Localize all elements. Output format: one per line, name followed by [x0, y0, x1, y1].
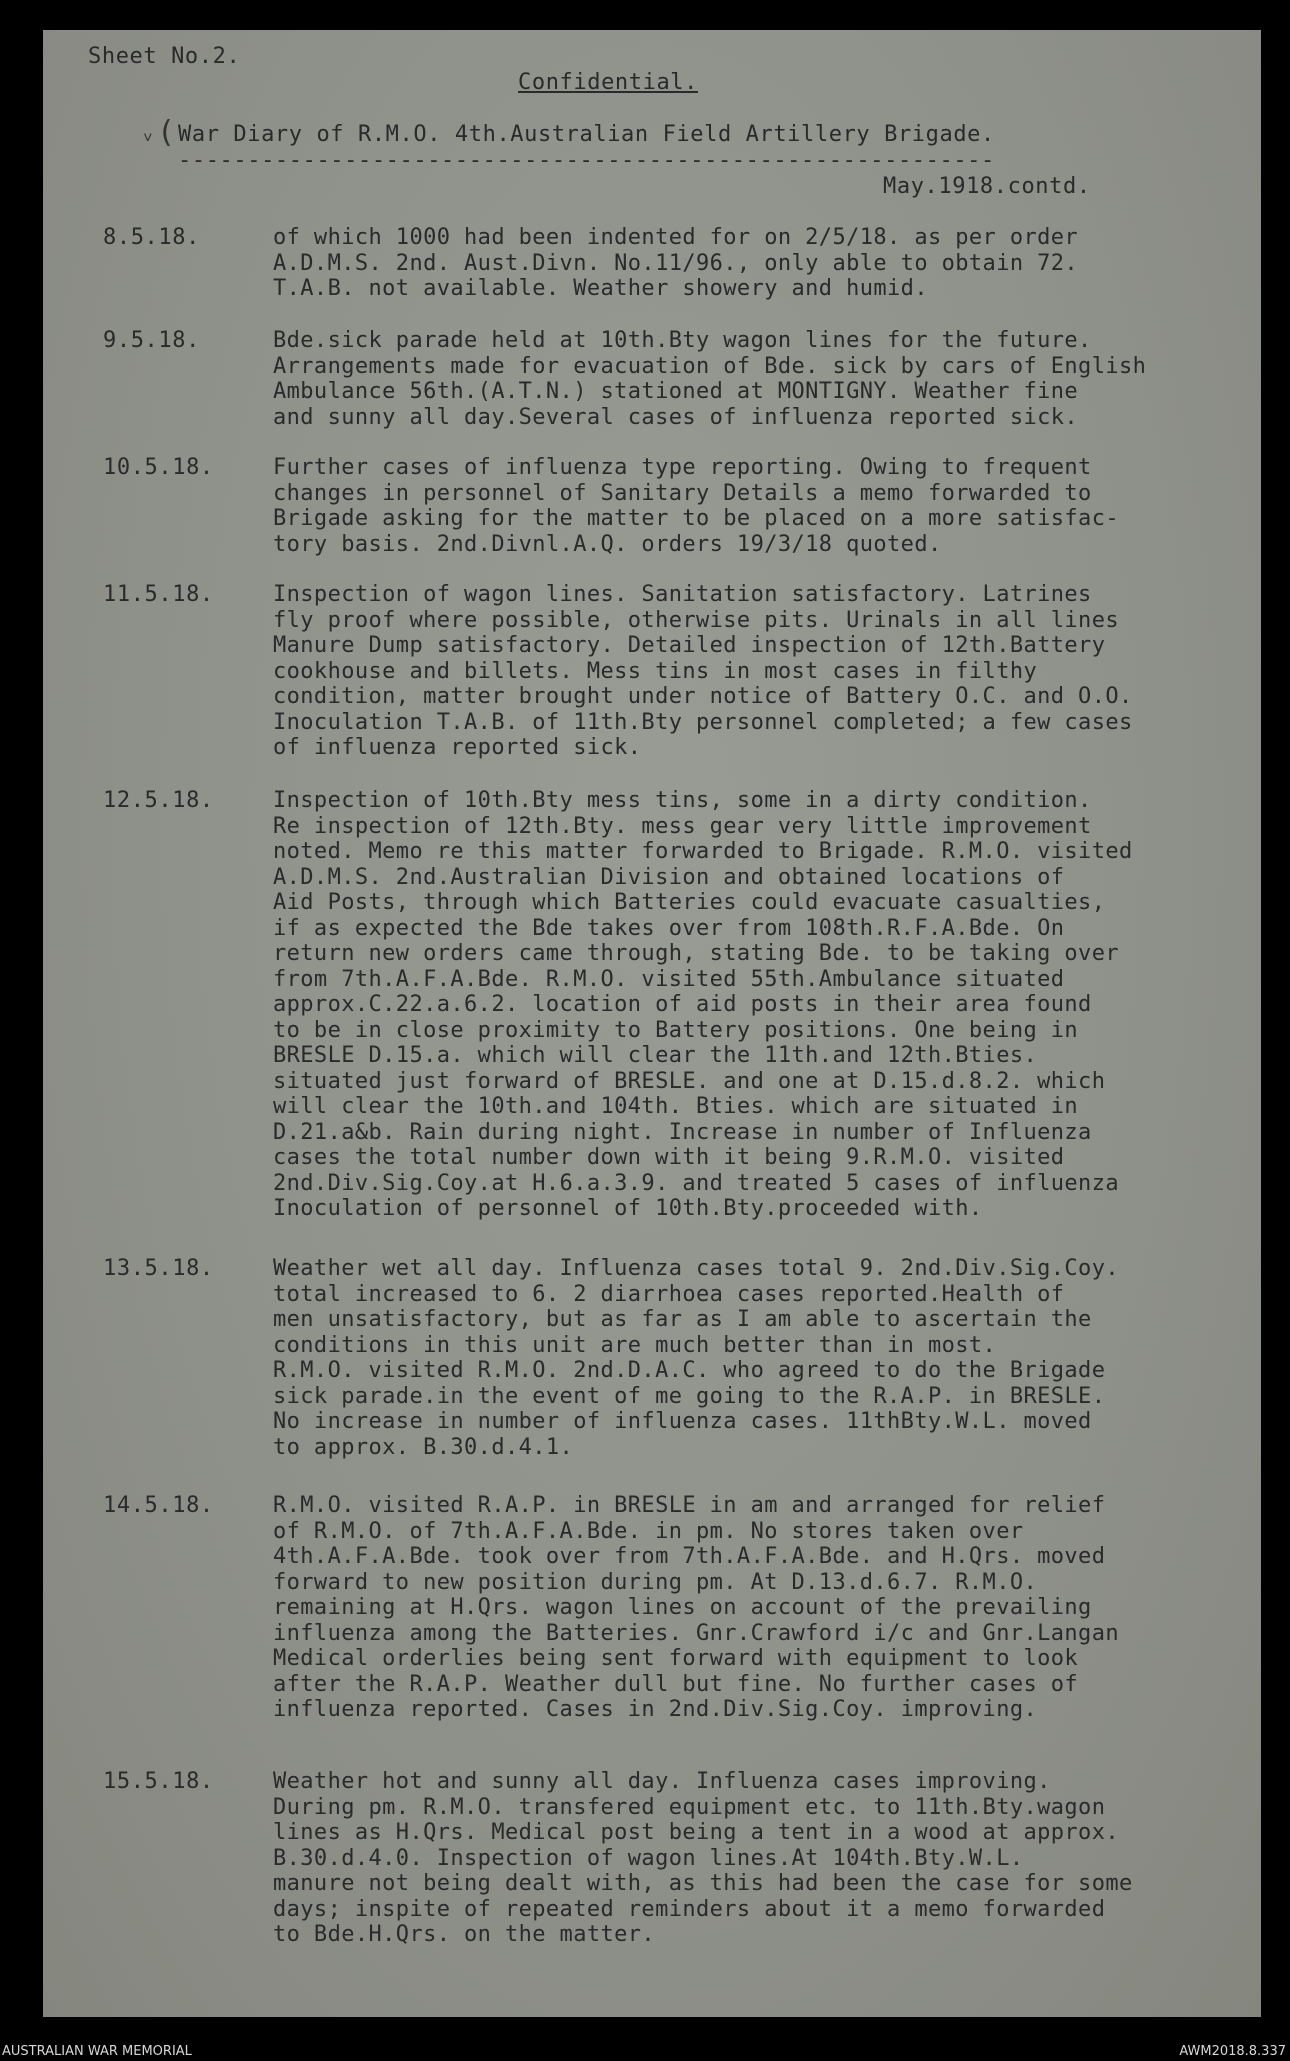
entry-line: No increase in number of influenza cases. 11thBty.W.L. moved	[273, 1409, 1092, 1434]
archive-reference: AWM2018.8.337	[1179, 2044, 1286, 2059]
entry-line: R.M.O. visited R.A.P. in BRESLE in am and arranged for relief	[273, 1493, 1106, 1518]
entry-date: 8.5.18.	[103, 225, 200, 250]
entry-line: Aid Posts, through which Batteries could evacuate casualties,	[273, 890, 1106, 915]
entry-line: and sunny all day.Several cases of influenza reported sick.	[273, 404, 1079, 430]
entry-text	[273, 1256, 1119, 1460]
entry-line: after the R.A.P. Weather dull but fine. No further cases of	[273, 1671, 1079, 1697]
entry-date: 9.5.18.	[103, 328, 200, 353]
entry-line: approx.C.22.a.6.2. location of aid posts in their area found	[273, 992, 1092, 1017]
entry-line: to be in close proximity to Battery positions. One being in	[273, 1017, 1079, 1043]
entry-line: influenza reported. Cases in 2nd.Div.Sig.Coy. improving.	[273, 1697, 1038, 1722]
entry-line: Inoculation T.A.B. of 11th.Bty personnel completed; a few cases	[273, 709, 1133, 735]
entry-line: remaining at H.Qrs. wagon lines on account of the prevailing	[273, 1595, 1092, 1620]
entry-line: A.D.M.S. 2nd. Aust.Divn. No.11/96., only able to obtain 72.	[273, 250, 1079, 276]
entry-line: Manure Dump satisfactory. Detailed inspection of 12th.Battery	[273, 633, 1106, 658]
entry-line: lines as H.Qrs. Medical post being a tent in a wood at approx.	[273, 1820, 1119, 1845]
archive-credit: AUSTRALIAN WAR MEMORIAL	[2, 2044, 192, 2059]
entry-line: Bde.sick parade held at 10th.Bty wagon lines for the future.	[273, 328, 1092, 353]
entry-text	[273, 1493, 1119, 1723]
entry-line: Weather hot and sunny all day. Influenza cases improving.	[273, 1769, 1051, 1794]
entry-line: if as expected the Bde takes over from 108th.R.F.A.Bde. On	[273, 915, 1065, 941]
entry-line: fly proof where possible, otherwise pits. Urinals in all lines	[273, 607, 1119, 633]
entry-line: total increased to 6. 2 diarrhoea cases reported.Health of	[273, 1281, 1065, 1307]
diary-title: War Diary of R.M.O. 4th.Australian Field Artillery Brigade.	[178, 122, 995, 147]
pencil-mark-dot: ˅	[143, 128, 153, 147]
confidential-heading: Confidential.	[518, 70, 698, 95]
entry-date: 12.5.18.	[103, 788, 214, 813]
entry-line: Inoculation of personnel of 10th.Bty.proceeded with.	[273, 1196, 983, 1221]
entry-line: cases the total number down with it being 9.R.M.O. visited	[273, 1145, 1065, 1170]
entry-line: Ambulance 56th.(A.T.N.) stationed at MONTIGNY. Weather fine	[273, 379, 1079, 404]
entry-line: days; inspite of repeated reminders about it a memo forwarded	[273, 1896, 1106, 1922]
entry-line: R.M.O. visited R.M.O. 2nd.D.A.C. who agreed to do the Brigade	[273, 1358, 1106, 1383]
entry-line: cookhouse and billets. Mess tins in most cases in filthy	[273, 658, 1038, 684]
entry-line: to approx. B.30.d.4.1.	[273, 1434, 574, 1460]
pencil-mark: (	[157, 115, 176, 150]
entry-line: of which 1000 had been indented for on 2/5/18. as per order	[273, 225, 1079, 250]
entry-line: will clear the 10th.and 104th. Bties. which are situated in	[273, 1094, 1079, 1119]
entry-line: changes in personnel of Sanitary Details a memo forwarded to	[273, 480, 1092, 506]
entry-text	[273, 328, 1146, 430]
entry-line: 4th.A.F.A.Bde. took over from 7th.A.F.A.Bde. and H.Qrs. moved	[273, 1544, 1106, 1569]
entry-line: Inspection of 10th.Bty mess tins, some in a dirty condition.	[273, 788, 1092, 813]
entry-line: B.30.d.4.0. Inspection of wagon lines.At 104th.Bty.W.L.	[273, 1845, 1024, 1871]
entry-line: T.A.B. not available. Weather showery and humid.	[273, 276, 928, 301]
entry-line: conditions in this unit are much better than in most.	[273, 1332, 997, 1358]
entry-date: 14.5.18.	[103, 1493, 214, 1518]
entry-line: Inspection of wagon lines. Sanitation satisfactory. Latrines	[273, 582, 1092, 607]
entry-line: Brigade asking for the matter to be placed on a more satisfac-	[273, 506, 1119, 531]
entry-line: to Bde.H.Qrs. on the matter.	[273, 1922, 656, 1947]
entry-date: 13.5.18.	[103, 1256, 214, 1281]
entry-line: influenza among the Batteries. Gnr.Crawford i/c and Gnr.Langan	[273, 1620, 1119, 1646]
entry-line: situated just forward of BRESLE. and one at D.15.d.8.2. which	[273, 1068, 1106, 1094]
entry-date: 10.5.18.	[103, 455, 214, 480]
sheet-number: Sheet No.2.	[88, 44, 241, 69]
entry-date: 11.5.18.	[103, 582, 214, 607]
entry-line: Medical orderlies being sent forward with equipment to look	[273, 1646, 1079, 1671]
entry-text	[273, 1769, 1133, 1948]
entry-date: 15.5.18.	[103, 1769, 214, 1794]
entry-line: of influenza reported sick.	[273, 735, 642, 760]
entry-line: return new orders came through, stating Bde. to be taking over	[273, 941, 1119, 966]
entry-line: 2nd.Div.Sig.Coy.at H.6.a.3.9. and treated 5 cases of influenza	[273, 1170, 1119, 1196]
month-label: May.1918.contd.	[883, 174, 1091, 199]
entry-text	[273, 455, 1119, 557]
entry-line: D.21.a&b. Rain during night. Increase in number of Influenza	[273, 1119, 1092, 1145]
entry-line: Weather wet all day. Influenza cases total 9. 2nd.Div.Sig.Coy.	[273, 1256, 1119, 1281]
entry-line: from 7th.A.F.A.Bde. R.M.O. visited 55th.Ambulance situated	[273, 966, 1065, 992]
entry-line: tory basis. 2nd.Divnl.A.Q. orders 19/3/18 quoted.	[273, 531, 942, 557]
entry-line: During pm. R.M.O. transfered equipment etc. to 11th.Bty.wagon	[273, 1794, 1106, 1820]
entry-line: sick parade.in the event of me going to the R.A.P. in BRESLE.	[273, 1383, 1106, 1409]
entry-line: forward to new position during pm. At D.13.d.6.7. R.M.O.	[273, 1569, 1038, 1595]
document-page	[43, 30, 1261, 2017]
entry-line: BRESLE D.15.a. which will clear the 11th.and 12th.Bties.	[273, 1043, 1038, 1068]
entry-text	[273, 582, 1133, 761]
entry-line: of R.M.O. of 7th.A.F.A.Bde. in pm. No stores taken over	[273, 1518, 1024, 1544]
entry-line: noted. Memo re this matter forwarded to Brigade. R.M.O. visited	[273, 839, 1133, 864]
entry-line: Further cases of influenza type reporting. Owing to frequent	[273, 455, 1092, 480]
entry-line: men unsatisfactory, but as far as I am able to ascertain the	[273, 1307, 1092, 1332]
title-rule: -----------------------------------------------------------	[178, 148, 995, 173]
entry-line: condition, matter brought under notice of Battery O.C. and O.O.	[273, 684, 1133, 709]
entry-line: Re inspection of 12th.Bty. mess gear very little improvement	[273, 813, 1092, 839]
entry-text	[273, 225, 1078, 302]
entry-line: Arrangements made for evacuation of Bde. sick by cars of English	[273, 353, 1147, 379]
entry-text	[273, 788, 1133, 1222]
entry-line: manure not being dealt with, as this had been the case for some	[273, 1871, 1133, 1896]
entry-line: A.D.M.S. 2nd.Australian Division and obtained locations of	[273, 864, 1065, 890]
